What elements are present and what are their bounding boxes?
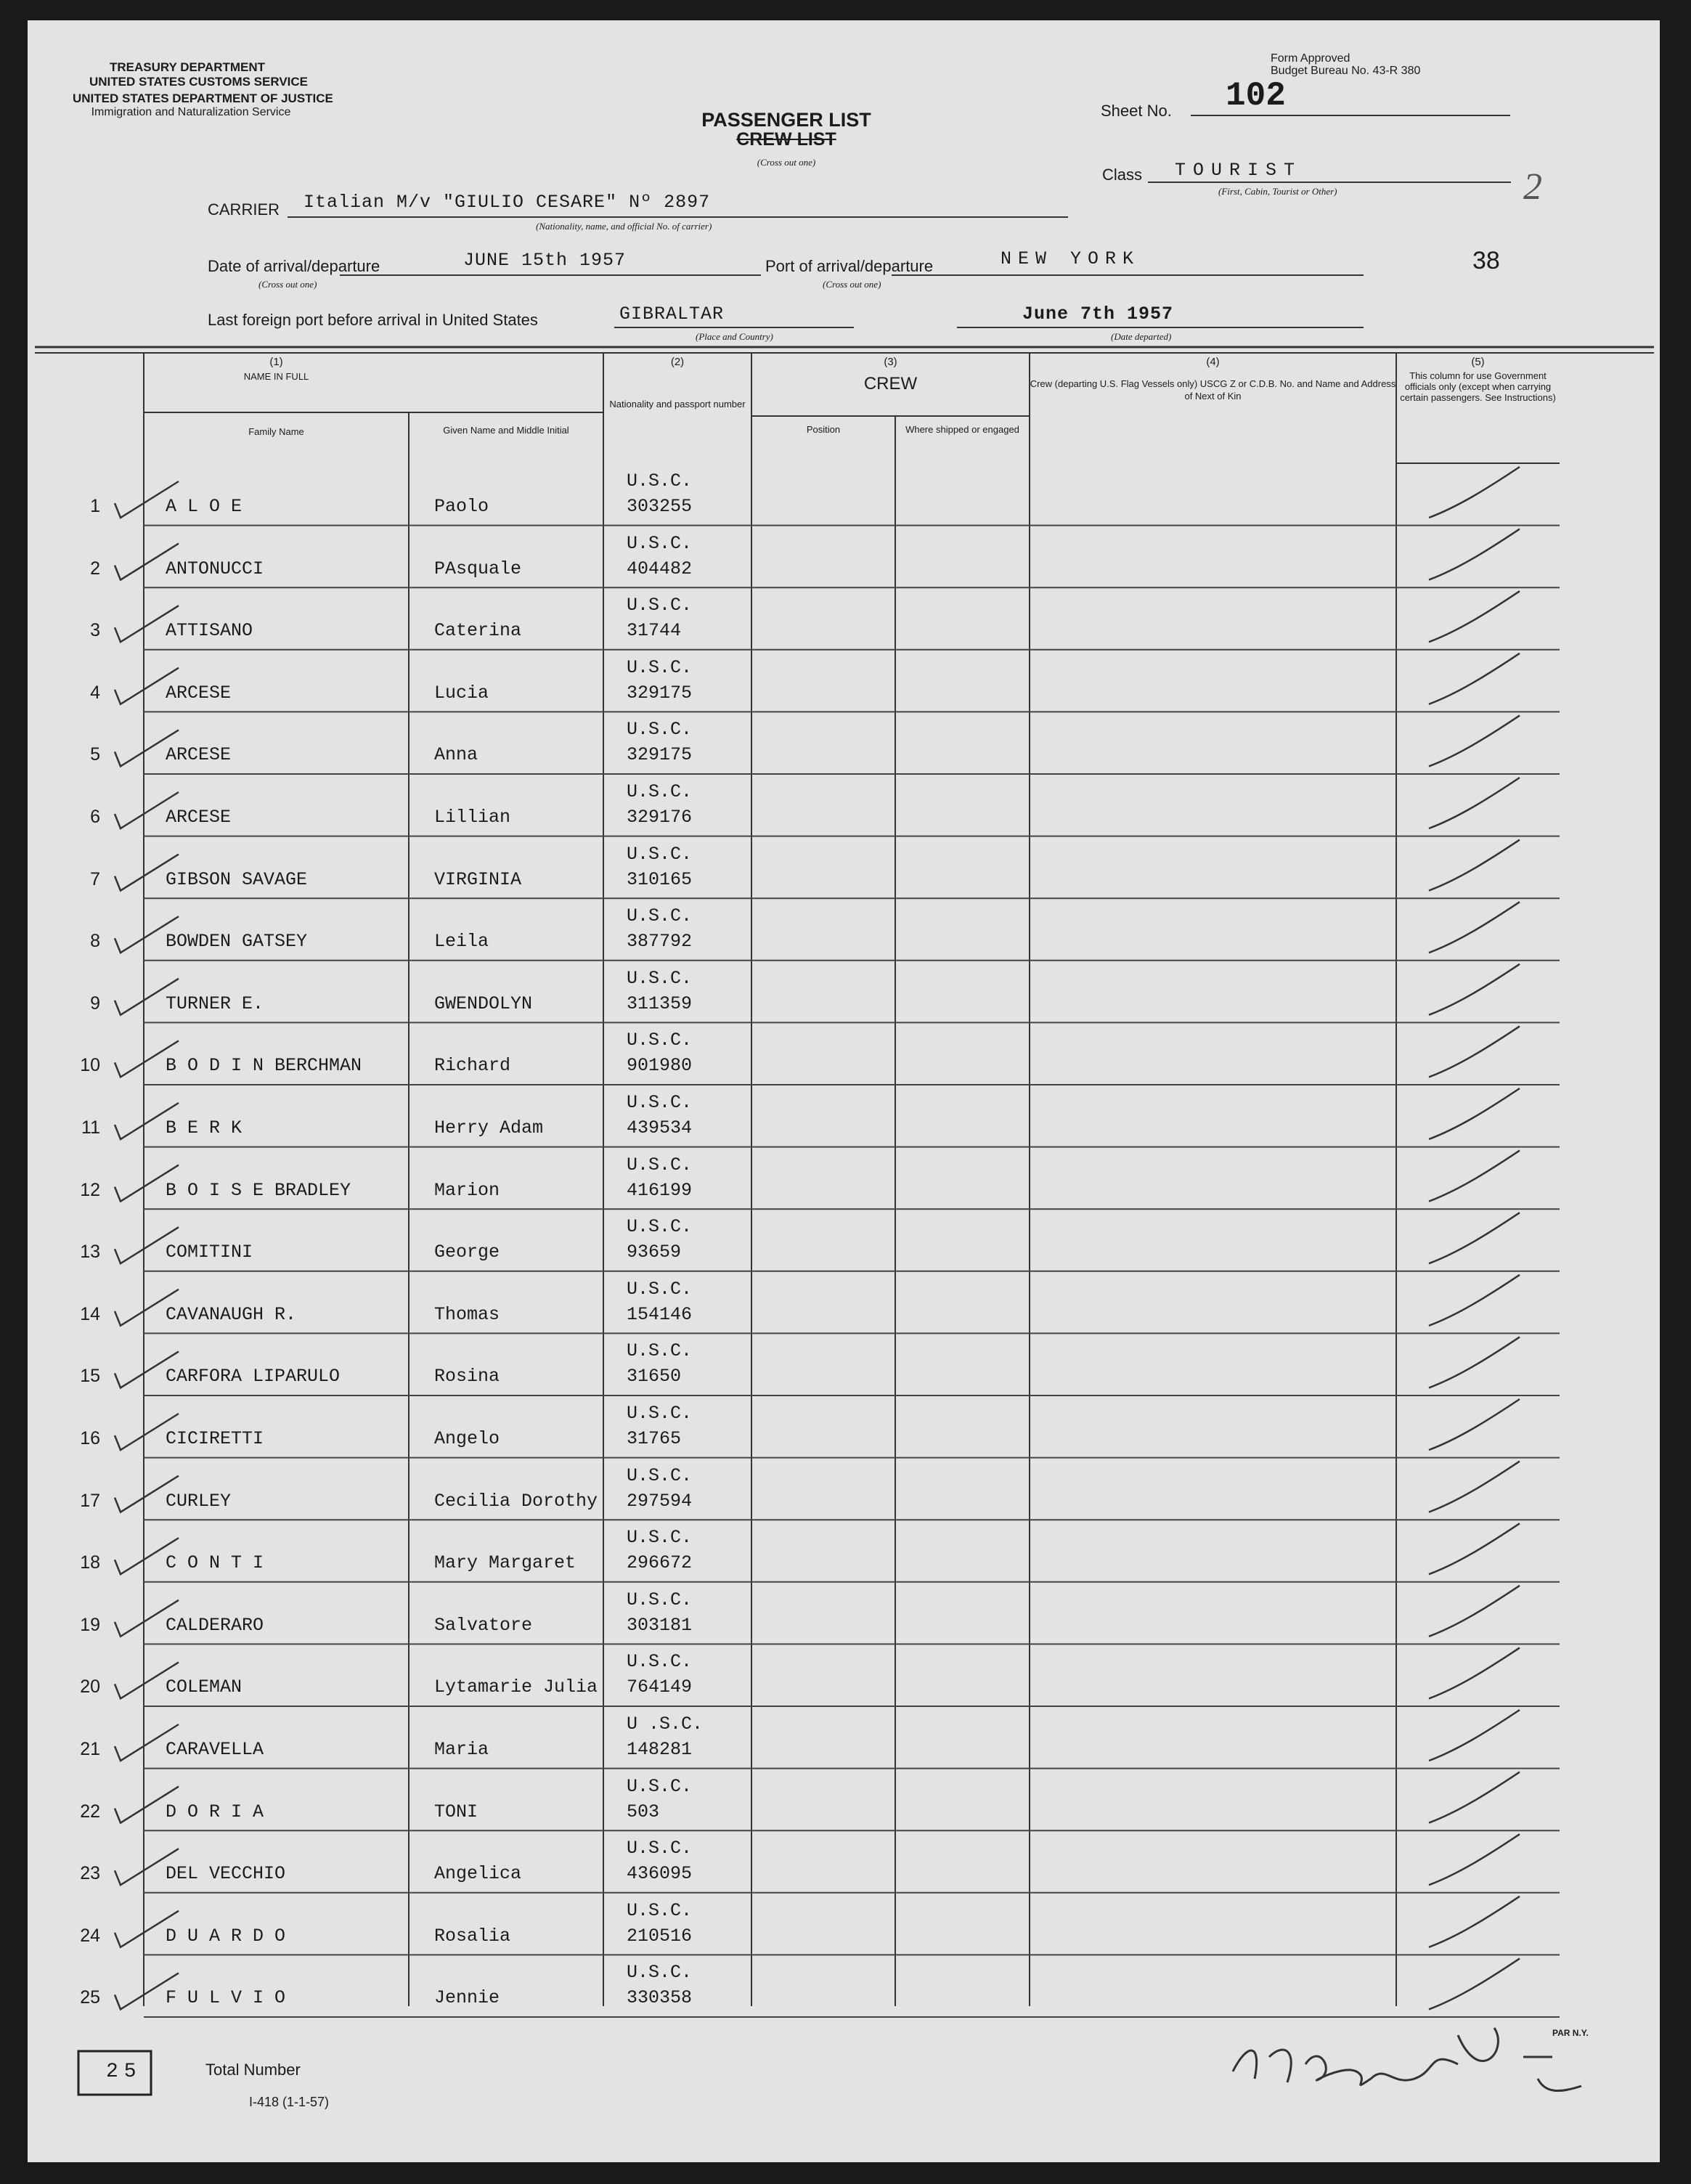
given-name: George — [434, 1242, 500, 1263]
page-number-38: 38 — [1472, 247, 1500, 274]
port-arrival-value: NEW YORK — [1001, 248, 1141, 269]
last-port-value: GIBRALTAR — [619, 303, 725, 325]
given-name: Mary Margaret — [434, 1552, 576, 1574]
total-number-value: 25 — [106, 2061, 142, 2083]
family-name: ARCESE — [166, 682, 232, 704]
passport-number: 296672 — [627, 1552, 693, 1574]
family-name: C O N T I — [166, 1552, 264, 1574]
family-name: D O R I A — [166, 1801, 264, 1822]
carrier-note: (Nationality, name, and official No. of carrier) — [536, 221, 712, 232]
col1-title: NAME IN FULL — [243, 371, 309, 382]
row-number: 4 — [90, 682, 100, 703]
row-number: 8 — [90, 931, 100, 952]
col-crew-departing: Crew (departing U.S. Flag Vessels only) USCG Z or C.D.B. No. and Name and Address of Next of Kin — [1030, 378, 1396, 402]
row-number: 23 — [80, 1863, 100, 1884]
family-name: A L O E — [166, 496, 243, 517]
nationality: U.S.C. — [627, 843, 693, 865]
cross-out-note: (Cross out one) — [757, 157, 816, 168]
family-name: COLEMAN — [166, 1676, 243, 1698]
passenger-list-sheet — [28, 20, 1660, 2162]
nationality: U.S.C. — [627, 595, 693, 616]
passport-number: 148281 — [627, 1739, 693, 1760]
row-number: 18 — [80, 1552, 100, 1573]
family-name: B O D I N BERCHMAN — [166, 1055, 362, 1077]
nationality: U.S.C. — [627, 1030, 693, 1051]
family-name: ATTISANO — [166, 620, 253, 642]
agency-line-3: UNITED STATES DEPARTMENT OF JUSTICE — [73, 91, 333, 105]
nationality: U.S.C. — [627, 1340, 693, 1362]
nationality: U.S.C. — [627, 1651, 693, 1673]
handwritten-2: 2 — [1523, 166, 1542, 208]
sheet-no-label: Sheet No. — [1101, 102, 1172, 120]
last-port-label: Last foreign port before arrival in United States — [208, 311, 538, 329]
passport-number: 154146 — [627, 1303, 693, 1325]
family-name: GIBSON SAVAGE — [166, 868, 308, 890]
carrier-label: CARRIER — [208, 200, 280, 219]
place-country-note: (Place and Country) — [696, 331, 773, 342]
row-number: 19 — [80, 1614, 100, 1635]
nationality: U.S.C. — [627, 1962, 693, 1984]
passport-number: 416199 — [627, 1179, 693, 1201]
given-name: Paolo — [434, 496, 489, 517]
nationality: U.S.C. — [627, 1092, 693, 1113]
passport-number: 31650 — [627, 1366, 682, 1388]
nationality: U.S.C. — [627, 1403, 693, 1424]
row-number: 5 — [90, 744, 100, 765]
given-name: PAsquale — [434, 558, 522, 579]
col5-number: (5) — [1471, 356, 1485, 368]
check-mark-icon — [28, 20, 1660, 2162]
port-arrival-label: Port of arrival/departure — [765, 257, 934, 275]
family-name: B O I S E BRADLEY — [166, 1179, 351, 1201]
officer-signature — [1218, 2013, 1596, 2115]
nationality: U .S.C. — [627, 1714, 704, 1735]
family-name: CURLEY — [166, 1490, 232, 1512]
row-number: 14 — [80, 1303, 100, 1324]
row-number: 10 — [80, 1055, 100, 1076]
col1-number: (1) — [269, 356, 283, 368]
form-approved: Form Approved — [1271, 52, 1350, 65]
class-label: Class — [1102, 166, 1143, 184]
nationality: U.S.C. — [627, 1899, 693, 1921]
row-number: 16 — [80, 1428, 100, 1448]
passport-number: 31744 — [627, 620, 682, 642]
row-number: 21 — [80, 1739, 100, 1759]
nationality: U.S.C. — [627, 1527, 693, 1549]
given-name: Salvatore — [434, 1614, 533, 1636]
given-name: Lillian — [434, 807, 511, 828]
given-name: Lytamarie Julia — [434, 1676, 598, 1698]
given-name: Rosina — [434, 1366, 500, 1388]
given-name: TONI — [434, 1801, 478, 1822]
agency-line-4: Immigration and Naturalization Service — [91, 106, 291, 118]
passport-number: 310165 — [627, 868, 693, 890]
col-nationality: Nationality and passport number — [609, 399, 746, 410]
family-name: F U L V I O — [166, 1987, 286, 2009]
family-name: BOWDEN GATSEY — [166, 931, 308, 953]
nationality: U.S.C. — [627, 470, 693, 492]
given-name: Thomas — [434, 1303, 500, 1325]
given-name: Lucia — [434, 682, 489, 704]
passport-number: 311359 — [627, 993, 693, 1014]
passport-number: 93659 — [627, 1242, 682, 1263]
col3-number: (3) — [884, 356, 897, 368]
nationality: U.S.C. — [627, 905, 693, 927]
family-name: CAVANAUGH R. — [166, 1303, 297, 1325]
date-arrival-label: Date of arrival/departure — [208, 257, 380, 275]
family-name: D U A R D O — [166, 1925, 286, 1947]
passport-number: 329176 — [627, 807, 693, 828]
total-number-label: Total Number — [205, 2061, 301, 2079]
row-number: 24 — [80, 1925, 100, 1946]
passport-number: 439534 — [627, 1117, 693, 1138]
nationality: U.S.C. — [627, 1589, 693, 1610]
row-number: 22 — [80, 1801, 100, 1822]
row-number: 7 — [90, 868, 100, 889]
family-name: CARAVELLA — [166, 1739, 264, 1760]
given-name: Marion — [434, 1179, 500, 1201]
row-number: 2 — [90, 558, 100, 579]
family-name: B E R K — [166, 1117, 243, 1138]
date-departed-value: June 7th 1957 — [1022, 303, 1174, 325]
given-name: Herry Adam — [434, 1117, 544, 1138]
form-number: I-418 (1-1-57) — [249, 2095, 330, 2109]
row-number: 12 — [80, 1179, 100, 1200]
sheet-number: 102 — [1226, 77, 1286, 115]
carrier-value: Italian M/v "GIULIO CESARE" Nº 2897 — [303, 192, 711, 213]
class-note: (First, Cabin, Tourist or Other) — [1218, 186, 1337, 197]
given-name: Leila — [434, 931, 489, 953]
col-crew: CREW — [863, 374, 918, 394]
passport-number: 329175 — [627, 744, 693, 766]
nationality: U.S.C. — [627, 1464, 693, 1486]
passport-number: 210516 — [627, 1925, 693, 1947]
passport-number: 901980 — [627, 1055, 693, 1077]
col-family-name: Family Name — [248, 426, 304, 437]
passport-number: 330358 — [627, 1987, 693, 2009]
passport-number: 436095 — [627, 1863, 693, 1885]
agency-line-1: TREASURY DEPARTMENT — [109, 60, 266, 74]
family-name: CALDERARO — [166, 1614, 264, 1636]
passport-number: 387792 — [627, 931, 693, 953]
port-cross-note: (Cross out one) — [823, 279, 881, 290]
given-name: VIRGINIA — [434, 868, 522, 890]
given-name: Jennie — [434, 1987, 500, 2009]
family-name: ARCESE — [166, 807, 232, 828]
agency-line-2: UNITED STATES CUSTOMS SERVICE — [89, 75, 309, 89]
given-name: Maria — [434, 1739, 489, 1760]
passport-number: 764149 — [627, 1676, 693, 1698]
row-number: 17 — [80, 1490, 100, 1511]
class-value: TOURIST — [1175, 160, 1303, 181]
family-name: ANTONUCCI — [166, 558, 264, 579]
row-number: 11 — [81, 1117, 100, 1138]
passport-number: 303181 — [627, 1614, 693, 1636]
row-number: 13 — [80, 1242, 100, 1263]
date-cross-note: (Cross out one) — [258, 279, 317, 290]
nationality: U.S.C. — [627, 1278, 693, 1300]
given-name: Angelica — [434, 1863, 522, 1885]
nationality: U.S.C. — [627, 1154, 693, 1175]
list-title: PASSENGER LIST — [701, 109, 871, 131]
given-name: GWENDOLYN — [434, 993, 533, 1014]
passport-number: 303255 — [627, 496, 693, 517]
row-number: 25 — [80, 1987, 100, 2008]
row-number: 20 — [80, 1676, 100, 1698]
col-given-name: Given Name and Middle Initial — [443, 425, 569, 436]
nationality: U.S.C. — [627, 967, 693, 989]
nationality: U.S.C. — [627, 532, 693, 554]
crew-list-title: CREW LIST — [736, 129, 836, 150]
given-name: Anna — [434, 744, 478, 766]
family-name: COMITINI — [166, 1242, 253, 1263]
date-departed-note: (Date departed) — [1111, 331, 1172, 342]
nationality: U.S.C. — [627, 1775, 693, 1797]
nationality: U.S.C. — [627, 719, 693, 741]
family-name: ARCESE — [166, 744, 232, 766]
date-arrival-value: JUNE 15th 1957 — [463, 250, 627, 271]
row-number: 6 — [90, 807, 100, 827]
row-number: 3 — [90, 620, 100, 641]
stamp-text: PAR N.Y. — [1552, 2028, 1589, 2038]
col-position: Position — [806, 424, 841, 435]
row-number: 1 — [90, 496, 100, 516]
family-name: CARFORA LIPARULO — [166, 1366, 341, 1388]
col-where-shipped: Where shipped or engaged — [905, 424, 1019, 435]
given-name: Rosalia — [434, 1925, 511, 1947]
nationality: U.S.C. — [627, 1838, 693, 1859]
family-name: TURNER E. — [166, 993, 264, 1014]
passport-number: 503 — [627, 1801, 660, 1822]
passport-number: 404482 — [627, 558, 693, 579]
nationality: U.S.C. — [627, 656, 693, 678]
col-gov-use: This column for use Government officials only (except when carrying certain passengers. See Instructions) — [1400, 370, 1556, 403]
nationality: U.S.C. — [627, 1216, 693, 1238]
budget-bureau: Budget Bureau No. 43-R 380 — [1271, 65, 1421, 77]
passport-number: 31765 — [627, 1428, 682, 1449]
row-number: 15 — [80, 1366, 100, 1387]
family-name: DEL VECCHIO — [166, 1863, 286, 1885]
given-name: Angelo — [434, 1428, 500, 1449]
given-name: Cecilia Dorothy — [434, 1490, 598, 1512]
nationality: U.S.C. — [627, 781, 693, 802]
row-number: 9 — [90, 993, 100, 1014]
given-name: Caterina — [434, 620, 522, 642]
passport-number: 329175 — [627, 682, 693, 704]
family-name: CICIRETTI — [166, 1428, 264, 1449]
col2-number: (2) — [670, 356, 685, 368]
col4-number: (4) — [1206, 356, 1220, 368]
given-name: Richard — [434, 1055, 511, 1077]
passport-number: 297594 — [627, 1490, 693, 1512]
